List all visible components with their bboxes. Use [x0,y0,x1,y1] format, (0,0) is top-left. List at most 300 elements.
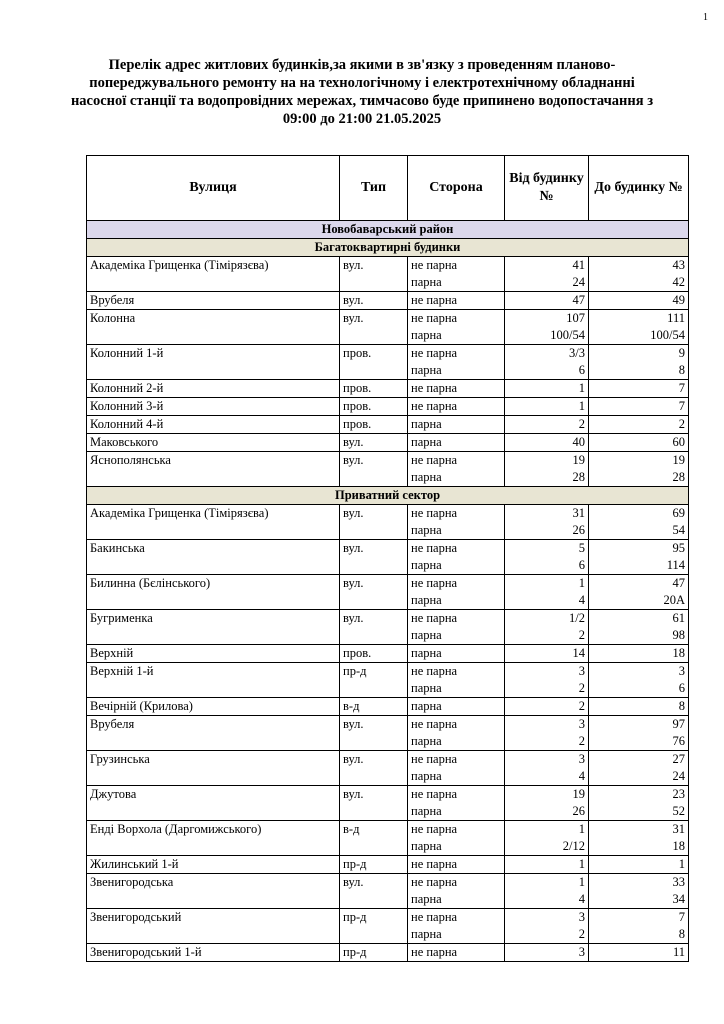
table-row [87,575,689,610]
table-row [87,380,689,398]
side-value: не парна [411,875,458,889]
from-cell [505,575,589,610]
to-cell [589,540,689,575]
to-cell [589,909,689,944]
to-cell [589,610,689,645]
from-number: 19 [572,453,585,467]
street-type: вул. [343,293,364,307]
street-name: Яснополянська [90,453,171,467]
from-cell [505,610,589,645]
street-cell [87,452,340,487]
side-value: не парна [411,311,458,325]
table-row [87,610,689,645]
to-number: 1 [678,857,685,871]
side-value: парна [411,646,442,660]
from-number: 14 [572,646,585,660]
from-stack [508,434,585,451]
side-stack [411,310,501,344]
from-cell [505,944,589,962]
side-stack [411,257,501,291]
street-cell [87,505,340,540]
document-title [60,56,664,128]
from-stack [508,856,585,873]
side-value: парна [411,804,442,818]
to-cell [589,310,689,345]
side-value: парна [411,275,442,289]
from-number: 1 [578,822,585,836]
table-row [87,663,689,698]
to-number: 42 [672,275,685,289]
side-stack [411,821,501,855]
side-cell [408,698,505,716]
side-cell [408,575,505,610]
table-row [87,751,689,786]
to-cell [589,398,689,416]
type-stack [343,292,404,309]
side-value: не парна [411,453,458,467]
to-number: 54 [672,523,685,537]
to-number: 111 [667,311,685,325]
type-stack [343,380,404,397]
from-number: 1/2 [569,611,585,625]
section-name: Багатоквартирні будинки [87,239,689,257]
from-stack [508,310,585,344]
table-row [87,944,689,962]
from-stack [508,345,585,379]
to-cell [589,416,689,434]
street-name: Колонний 1-й [90,346,164,360]
from-number: 4 [578,769,585,783]
type-cell [340,716,408,751]
type-cell [340,786,408,821]
street-type: вул. [343,258,364,272]
type-cell [340,292,408,310]
street-stack [90,380,336,397]
to-number: 8 [678,699,685,713]
side-value: не парна [411,857,458,871]
street-name: Академіка Грищенка (Тімірязєва) [90,258,269,272]
type-stack [343,540,404,557]
table-row [87,505,689,540]
header-from: Від будинку № [505,156,589,221]
street-cell [87,856,340,874]
street-type: вул. [343,576,364,590]
street-type: пров. [343,646,372,660]
street-name: Врубеля [90,717,135,731]
to-cell [589,345,689,380]
to-stack [592,944,685,961]
street-name: Маковського [90,435,159,449]
to-number: 61 [672,611,685,625]
street-name: Джутова [90,787,137,801]
to-number: 8 [678,927,685,941]
to-number: 95 [672,541,685,555]
from-cell [505,540,589,575]
to-cell [589,257,689,292]
table-row [87,909,689,944]
from-stack [508,398,585,415]
to-cell [589,821,689,856]
side-cell [408,663,505,698]
from-cell [505,874,589,909]
from-stack [508,610,585,644]
side-value: парна [411,699,442,713]
side-cell [408,786,505,821]
from-number: 4 [578,892,585,906]
to-number: 7 [678,381,685,395]
to-stack [592,716,685,750]
to-number: 19 [672,453,685,467]
side-stack [411,856,501,873]
type-stack [343,716,404,733]
street-stack [90,398,336,415]
street-type: вул. [343,541,364,555]
from-number: 1 [578,857,585,871]
street-name: Врубеля [90,293,135,307]
side-value: не парна [411,752,458,766]
side-stack [411,663,501,697]
street-name: Верхній 1-й [90,664,154,678]
to-cell [589,716,689,751]
street-stack [90,575,336,592]
to-stack [592,398,685,415]
from-number: 107 [566,311,585,325]
street-type: пров. [343,346,372,360]
type-stack [343,698,404,715]
type-stack [343,345,404,362]
to-number: 2 [678,417,685,431]
title-line: 09:00 до 21:00 21.05.2025 [282,111,442,127]
from-stack [508,540,585,574]
type-stack [343,874,404,891]
from-stack [508,786,585,820]
type-stack [343,944,404,961]
street-type: пр-д [343,910,367,924]
street-stack [90,452,336,469]
from-number: 1 [578,381,585,395]
to-number: 33 [672,875,685,889]
from-number: 2 [578,681,585,695]
from-number: 26 [572,523,585,537]
street-stack [90,821,336,838]
from-number: 28 [572,470,585,484]
side-value: парна [411,558,442,572]
from-cell [505,909,589,944]
from-stack [508,292,585,309]
street-type: вул. [343,611,364,625]
to-stack [592,645,685,662]
to-cell [589,645,689,663]
street-cell [87,398,340,416]
from-number: 1 [578,576,585,590]
type-stack [343,645,404,662]
from-stack [508,575,585,609]
side-value: парна [411,927,442,941]
side-stack [411,345,501,379]
side-stack [411,645,501,662]
street-cell [87,310,340,345]
from-cell [505,821,589,856]
to-cell [589,575,689,610]
from-number: 1 [578,875,585,889]
street-cell [87,786,340,821]
header-to: До будинку № [589,156,689,221]
street-cell [87,434,340,452]
from-stack [508,716,585,750]
to-number: 18 [672,646,685,660]
address-table [86,155,689,962]
to-stack [592,505,685,539]
street-cell [87,663,340,698]
to-cell [589,452,689,487]
side-cell [408,856,505,874]
type-cell [340,398,408,416]
street-cell [87,416,340,434]
to-number: 28 [672,470,685,484]
side-cell [408,380,505,398]
to-number: 34 [672,892,685,906]
street-type: вул. [343,787,364,801]
side-value: не парна [411,346,458,360]
to-cell [589,292,689,310]
to-number: 24 [672,769,685,783]
side-value: парна [411,417,442,431]
from-stack [508,505,585,539]
street-type: пров. [343,399,372,413]
title-line: Перелік адрес житлових будинків,за якими в зв'язку з проведенням планово- [108,57,616,73]
to-number: 7 [678,910,685,924]
street-name: Звенигородський [90,910,182,924]
from-stack [508,909,585,943]
from-number: 3 [578,910,585,924]
from-cell [505,416,589,434]
type-stack [343,751,404,768]
street-stack [90,434,336,451]
type-stack [343,310,404,327]
street-cell [87,698,340,716]
table-row [87,398,689,416]
from-stack [508,751,585,785]
street-cell [87,380,340,398]
side-stack [411,416,501,433]
street-name: Колонний 2-й [90,381,164,395]
type-cell [340,856,408,874]
to-number: 52 [672,804,685,818]
street-type: пр-д [343,945,367,959]
side-cell [408,398,505,416]
street-stack [90,909,336,926]
type-cell [340,698,408,716]
from-number: 40 [572,435,585,449]
from-number: 2 [578,628,585,642]
table-row [87,821,689,856]
table-row [87,716,689,751]
to-number: 3 [678,664,685,678]
from-cell [505,452,589,487]
street-stack [90,874,336,891]
table-row [87,786,689,821]
to-cell [589,663,689,698]
type-stack [343,257,404,274]
side-stack [411,575,501,609]
to-number: 23 [672,787,685,801]
side-stack [411,434,501,451]
street-cell [87,821,340,856]
page-number: 1 [703,12,708,23]
street-name: Бугрименка [90,611,153,625]
to-stack [592,663,685,697]
from-number: 2/12 [562,839,585,853]
street-stack [90,663,336,680]
from-number: 41 [572,258,585,272]
to-stack [592,380,685,397]
to-number: 7 [678,399,685,413]
side-stack [411,698,501,715]
from-cell [505,345,589,380]
side-stack [411,786,501,820]
type-stack [343,610,404,627]
from-stack [508,663,585,697]
to-number: 49 [672,293,685,307]
street-stack [90,751,336,768]
side-cell [408,540,505,575]
type-stack [343,416,404,433]
from-stack [508,698,585,715]
street-cell [87,345,340,380]
side-value: не парна [411,399,458,413]
to-number: 20А [663,593,685,607]
street-type: пров. [343,417,372,431]
from-number: 26 [572,804,585,818]
from-number: 19 [572,787,585,801]
street-type: вул. [343,311,364,325]
type-cell [340,345,408,380]
from-cell [505,786,589,821]
side-value: не парна [411,664,458,678]
street-cell [87,292,340,310]
side-value: парна [411,769,442,783]
to-number: 47 [672,576,685,590]
side-value: не парна [411,258,458,272]
type-cell [340,310,408,345]
side-value: парна [411,435,442,449]
to-stack [592,257,685,291]
side-cell [408,751,505,786]
street-type: вул. [343,717,364,731]
type-cell [340,874,408,909]
street-type: пр-д [343,664,367,678]
from-stack [508,416,585,433]
street-stack [90,610,336,627]
street-cell [87,257,340,292]
to-cell [589,944,689,962]
side-stack [411,610,501,644]
side-cell [408,944,505,962]
type-stack [343,398,404,415]
from-stack [508,380,585,397]
street-name: Вечірній (Крилова) [90,699,193,713]
to-cell [589,856,689,874]
from-stack [508,452,585,486]
side-cell [408,345,505,380]
from-cell [505,645,589,663]
table-row [87,540,689,575]
from-stack [508,821,585,855]
side-cell [408,434,505,452]
side-cell [408,645,505,663]
side-stack [411,505,501,539]
from-cell [505,292,589,310]
title-line: насосної станції та водопровідних мережах, тимчасово буде припинено водопостачання з [70,93,654,109]
to-cell [589,505,689,540]
type-cell [340,257,408,292]
from-cell [505,663,589,698]
table-row [87,292,689,310]
side-value: не парна [411,611,458,625]
from-number: 3/3 [569,346,585,360]
to-stack [592,698,685,715]
table-row [87,452,689,487]
header-row [87,156,689,221]
to-number: 8 [678,363,685,377]
to-stack [592,575,685,609]
type-cell [340,416,408,434]
to-stack [592,310,685,344]
side-stack [411,716,501,750]
from-number: 47 [572,293,585,307]
from-number: 6 [578,363,585,377]
type-cell [340,645,408,663]
side-value: не парна [411,717,458,731]
to-cell [589,786,689,821]
street-cell [87,540,340,575]
from-stack [508,874,585,908]
street-stack [90,540,336,557]
to-number: 11 [672,945,685,959]
street-type: в-д [343,699,360,713]
type-cell [340,610,408,645]
from-cell [505,310,589,345]
to-stack [592,751,685,785]
table-row [87,416,689,434]
to-stack [592,874,685,908]
street-name: Билинна (Бєлінського) [90,576,211,590]
type-stack [343,452,404,469]
from-cell [505,398,589,416]
table-row [87,310,689,345]
side-cell [408,416,505,434]
side-cell [408,452,505,487]
to-number: 43 [672,258,685,272]
type-cell [340,821,408,856]
to-stack [592,434,685,451]
from-number: 2 [578,699,585,713]
side-cell [408,310,505,345]
to-number: 97 [672,717,685,731]
side-value: не парна [411,381,458,395]
side-value: парна [411,328,442,342]
from-number: 2 [578,734,585,748]
type-stack [343,786,404,803]
street-type: пр-д [343,857,367,871]
side-stack [411,398,501,415]
type-stack [343,434,404,451]
street-stack [90,310,336,327]
to-number: 60 [672,435,685,449]
side-cell [408,716,505,751]
type-cell [340,505,408,540]
side-cell [408,874,505,909]
